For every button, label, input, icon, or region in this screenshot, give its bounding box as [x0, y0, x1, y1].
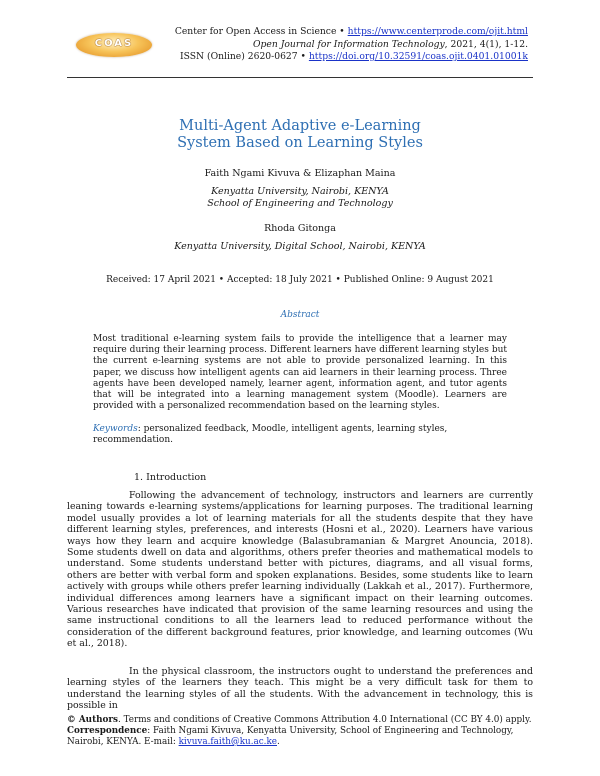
header-divider: [67, 77, 533, 78]
journal-url-link[interactable]: https://www.centerprode.com/ojit.html: [347, 26, 528, 37]
journal-volume: , 2021, 4(1), 1-12.: [444, 38, 528, 50]
title-line-2: System Based on Learning Styles: [177, 135, 423, 151]
keywords-label: Keywords: [93, 424, 138, 434]
correspondence-label: Correspondence: [67, 726, 148, 736]
header-center-name: Center for Open Access in Science •: [174, 26, 345, 37]
keywords-text: : personalized feedback, Moodle, intelligent agents, learning styles, recommendation.: [93, 424, 448, 445]
issn: ISSN (Online) 2620-0627 •: [179, 51, 306, 62]
intro-paragraph-1: Following the advancement of technology, instructors and learners are currently leaning towards e-learning systems/applications for learning purposes. The traditional learning model usually provides a lot of learning materials for all the students despite that they have different learning styles, preferences, and interests (Hosni et al., 2020). Learners have various ways how they learn and acquire knowledge (Balasubramanian & Margret Anouncia, 2018). Some students dwell on data and algorithms, others prefer theories and mathematical models to understand. Some students understand better with pictures, diagrams, and all visual forms, others are better with verbal form and spoken explanations. Besides, some students like to learn actively with groups while others prefer learning individually (Lakkah et al., 2017). Furthermore, individual differences among learners have a significant impact on their learning outcomes. Various researches have indicated that provision of the same learning resources and using the same instructional conditions to all the learners lead to reduced performance without the consideration of the different background features, prior knowledge, and learning outcomes (Wu et al., 2018).: [67, 490, 533, 650]
footer-end: .: [277, 737, 280, 747]
title-line-1: Multi-Agent Adaptive e-Learning: [179, 118, 421, 134]
intro-paragraph-2: In the physical classroom, the instructors ought to understand the preferences and learning styles of the learners they teach. This might be a very difficult task for them to understand the learning styles of all the students. With the advancement in technology, this is possible in: [67, 666, 533, 712]
license-text: . Terms and conditions of Creative Commons Attribution 4.0 International (CC BY 4.0) apply.: [118, 715, 532, 725]
journal-header: [108, 26, 528, 64]
section-title-introduction: 1. Introduction: [134, 472, 207, 483]
correspondence-text: : Faith Ngami Kivuva, Kenyatta University, School of Engineering and Technology, Nairobi, KENYA. E-mail:: [67, 726, 514, 747]
paper-title: [0, 118, 600, 152]
keywords: [93, 424, 507, 446]
author-names-2: Rhoda Gitonga: [264, 223, 336, 234]
publication-dates: Received: 17 April 2021 • Accepted: 18 July 2021 • Published Online: 9 August 2021: [106, 275, 494, 285]
affiliation-1b: School of Engineering and Technology: [207, 198, 393, 209]
abstract-heading: Abstract: [280, 310, 320, 320]
footer-notes: [67, 715, 533, 748]
author-block-2: [0, 223, 600, 253]
doi-link[interactable]: https://doi.org/10.32591/coas.ojit.0401.01001k: [308, 51, 528, 62]
copyright-label: © Authors: [67, 715, 118, 725]
logo-text: COAS: [94, 38, 134, 49]
affiliation-2: Kenyatta University, Digital School, Nairobi, KENYA: [174, 240, 426, 252]
affiliation-1a: Kenyatta University, Nairobi, KENYA: [211, 185, 389, 197]
email-link[interactable]: kivuva.faith@ku.ac.ke: [178, 737, 277, 747]
author-block-1: [0, 168, 600, 211]
author-names-1: Faith Ngami Kivuva & Elizaphan Maina: [204, 168, 396, 179]
journal-name: Open Journal for Information Technology: [253, 38, 445, 50]
abstract-text: Most traditional e-learning system fails to provide the intelligence that a learner may require during their learning process. Different learners have different learning styles but the current e-learning systems are not able to provide personalized learning. In this paper, we discuss how intelligent agents can aid learners in their learning process. Three agents have been developed namely, learner agent, information agent, and tutor agents that will be integrated into a learning management system (Moodle). Learners are provided with a personalized recommendation based on the learning styles.: [93, 334, 507, 412]
